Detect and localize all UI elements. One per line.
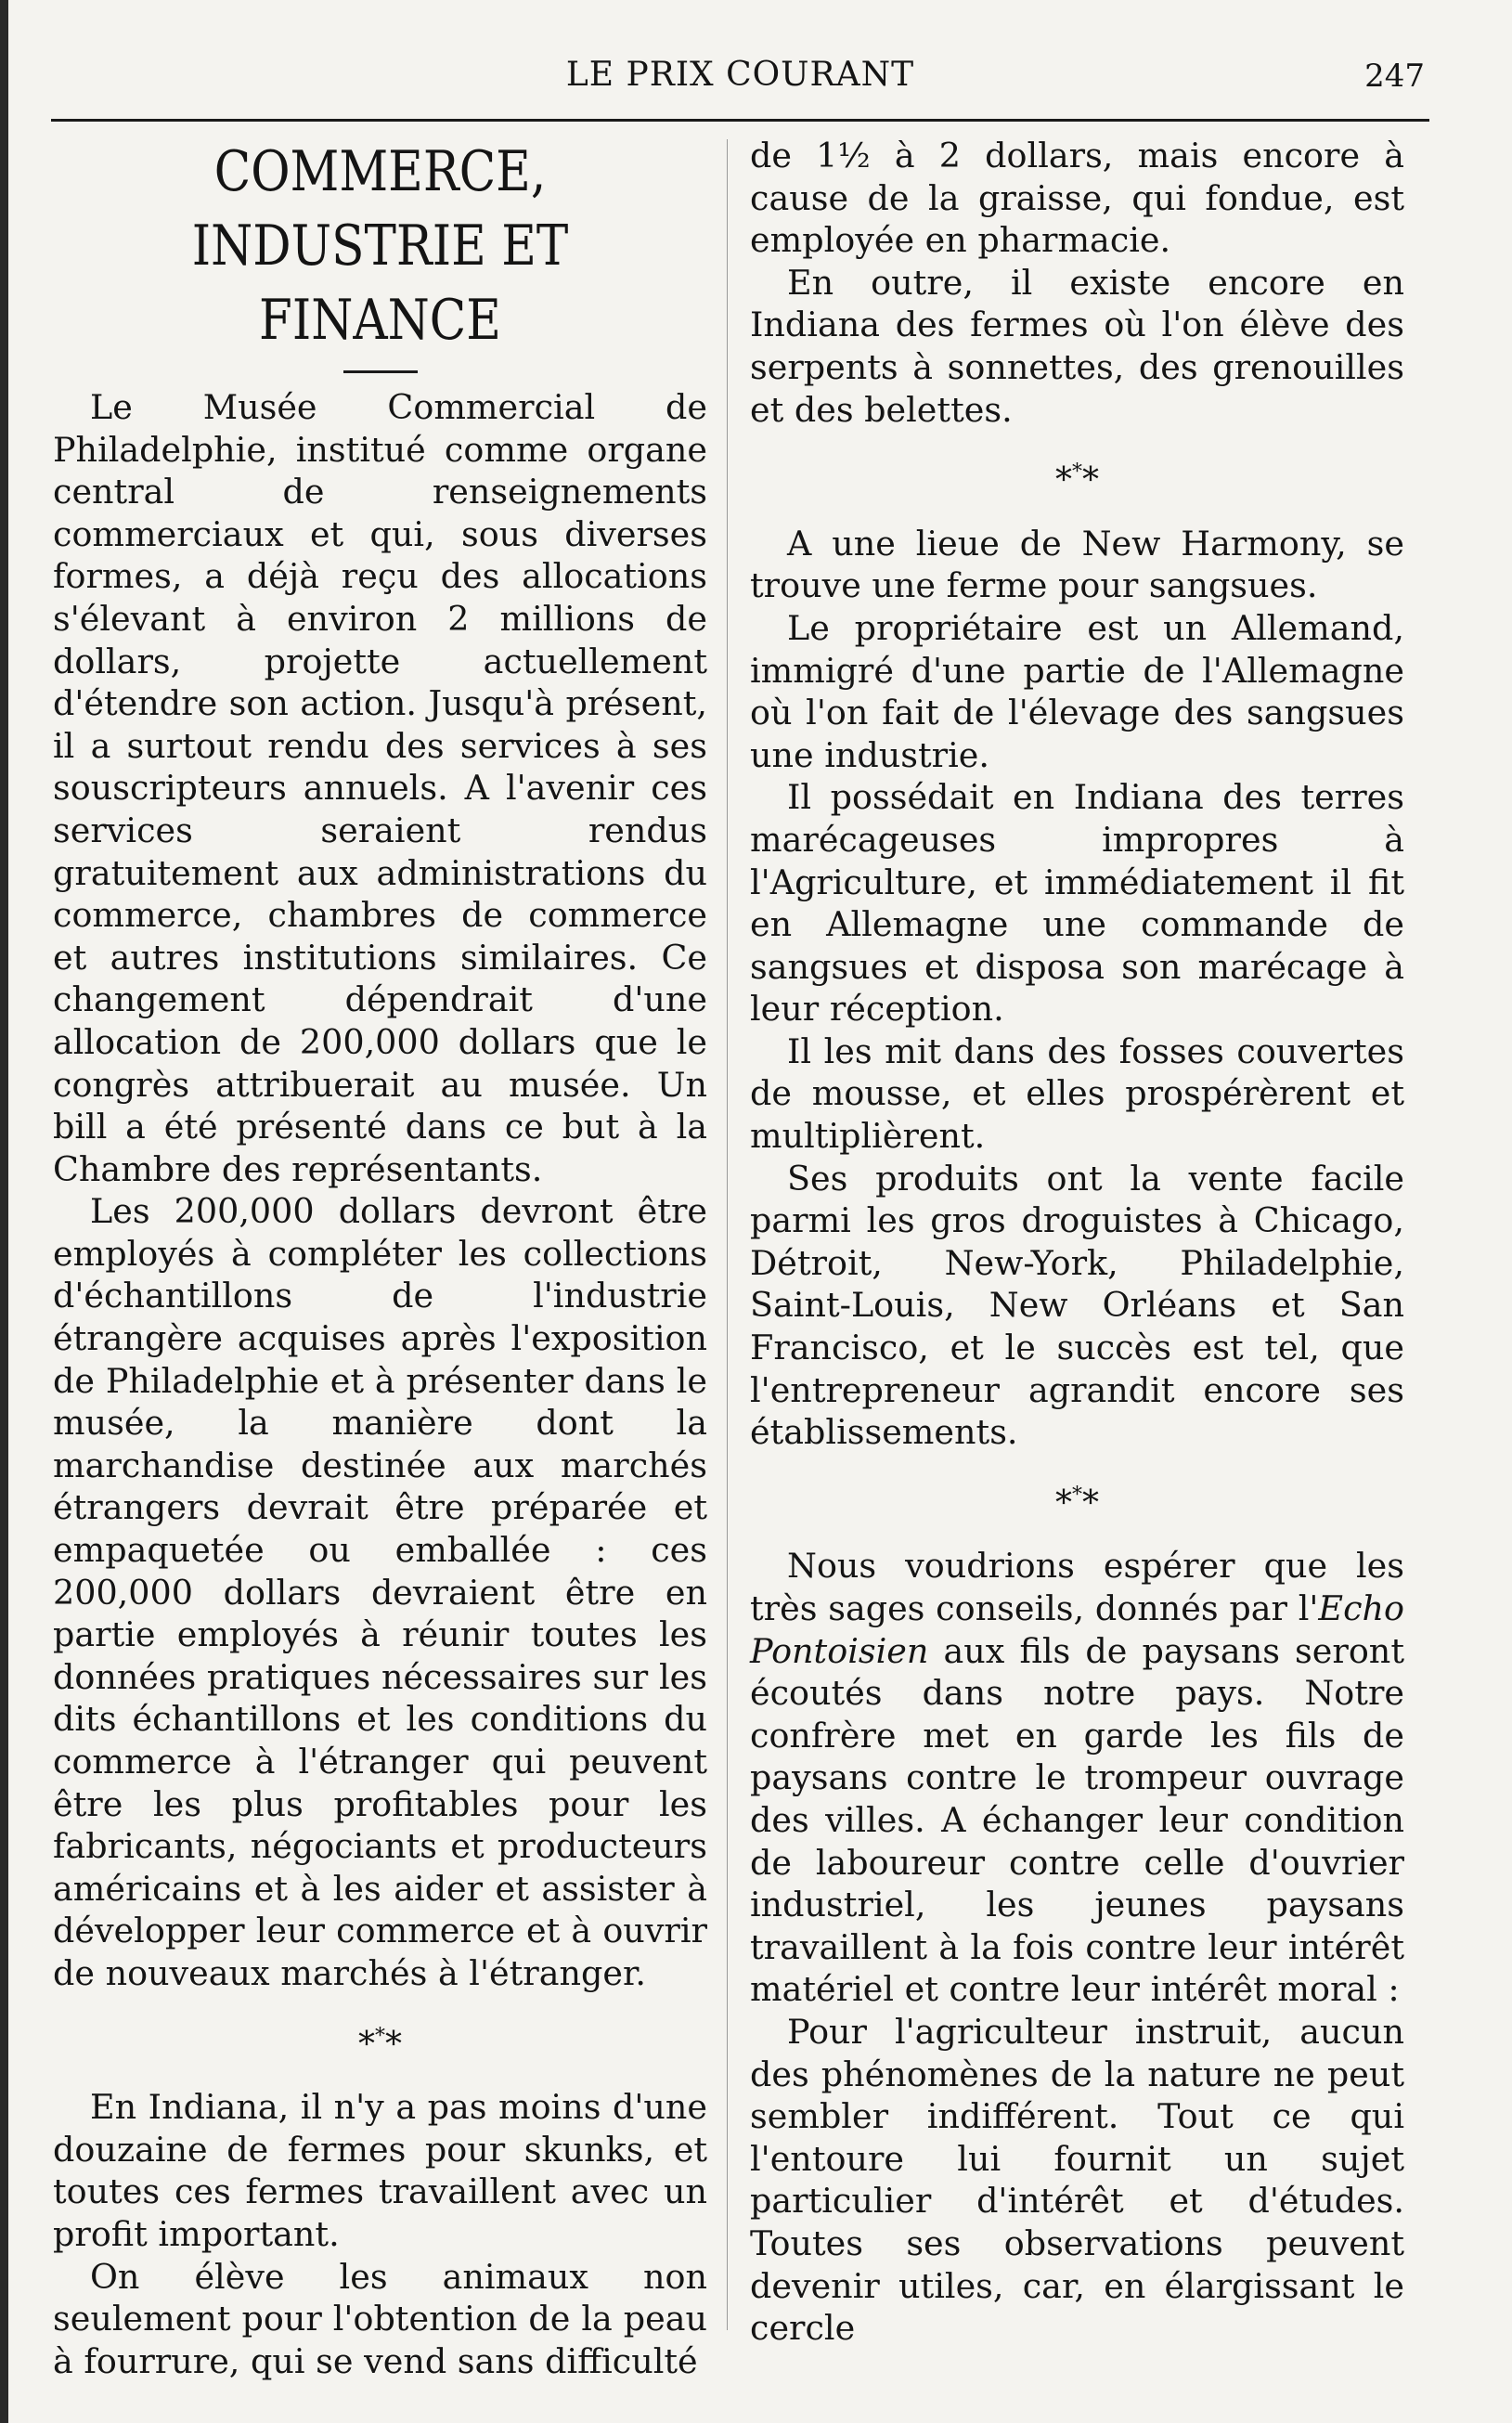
page-header [51,56,1429,111]
text-run: aux fils de paysans seront écoutés dans notre pays. Notre confrère met en garde les fils de paysans contre le trompeur ouvrage des villes. A échanger leur condition de laboureur contre celle d'ouvrier industriel, les jeunes paysans travaillent à la fois contre leur intérêt matériel et contre leur intérêt moral : [750,1630,1404,2010]
column-divider [727,139,728,2330]
page-edge-shadow [0,0,8,2423]
paragraph [750,1545,1404,2011]
asterism-star: * [1072,1483,1082,1507]
paragraph: Le Musée Commercial de Philadelphie, institué comme organe central de renseignements commerciaux et qui, sous diverses formes, a déjà reçu des allocations s'élevant à environ 2 millions de dollars, projette actuellement d'étendre son action. Jusqu'à présent, il a surtout rendu des services à ses souscripteurs annuels. A l'avenir ces services seraient rendus gratuitement aux administrations du commerce, chambres de commerce et autres institutions similaires. Ce changement dépendrait d'une allocation de 200,000 dollars que le congrès attribuerait au musée. Un bill a été présenté dans ce but à la Chambre des représentants. [53,387,707,1189]
text-run: Nous voudrions espérer que les très sages conseils, donnés par l' [750,1546,1404,1628]
asterism-star: * [1082,461,1099,500]
right-column [750,135,1404,2350]
asterism-star: * [1055,461,1072,500]
headline-line-1: COMMERCE, [213,139,547,204]
section-separator [750,1474,1404,1525]
asterism-star: * [358,2025,375,2064]
asterism-star: * [375,2024,385,2048]
headline-line-2: INDUSTRIE ET FINANCE [191,214,569,353]
asterism-star: * [1055,1484,1072,1522]
headline-rule [343,370,418,373]
running-title: LE PRIX COURANT [565,56,915,94]
publication-title: Echo Pontoisien [750,1588,1404,1671]
asterism-star: * [1082,1484,1099,1522]
paragraph: En outre, il existe encore en Indiana des fermes où l'on élève des serpents à sonnettes, des grenouilles et des belettes. [750,262,1404,430]
section-separator [750,451,1404,502]
paragraph: Ses produits ont la vente facile parmi les gros droguistes à Chicago, Détroit, New-York, Philadelphie, Saint-Louis, New Orléans et San Francisco, et le succès est tel, que l'entrepreneur agrandit encore ses établissements. [750,1158,1404,1453]
left-column [53,135,707,2382]
asterism-star: * [385,2025,402,2064]
header-rule [51,119,1429,122]
paragraph: A une lieue de New Harmony, se trouve une ferme pour sangsues. [750,523,1404,606]
section-separator [53,2015,707,2067]
paragraph: de 1½ à 2 dollars, mais encore à cause de la graisse, qui fondue, est employée en pharmacie. [750,136,1404,261]
paragraph: Le propriétaire est un Allemand, immigré d'une partie de l'Allemagne où l'on fait de l'élevage des sangsues une industrie. [750,607,1404,775]
paragraph: On élève les animaux non seulement pour l'obtention de la peau à fourrure, qui se vend sans difficulté [53,2256,707,2381]
paragraph: Pour l'agriculteur instruit, aucun des phénomènes de la nature ne peut sembler indifférent. Tout ce qui l'entoure lui fournit un sujet particulier d'intérêt et d'études. Toutes ses observations peuvent devenir utiles, car, en élargissant le cercle [750,2011,1404,2349]
paragraph: Il les mit dans des fosses couvertes de mousse, et elles prospérèrent et multiplièrent. [750,1030,1404,1157]
paragraph: En Indiana, il n'y a pas moins d'une douzaine de fermes pour skunks, et toutes ces fermes travaillent avec un profit important. [53,2087,707,2254]
article-headline [98,135,661,357]
paragraph: Il possédait en Indiana des terres marécageuses impropres à l'Agriculture, et immédiatement il fit en Allemagne une commande de sangsues et disposa son marécage à leur réception. [750,777,1404,1030]
paragraph: Les 200,000 dollars devront être employés à compléter les collections d'échantillons de l'industrie étrangère acquises après l'exposition de Philadelphie et à présenter dans le musée, la manière dont la marchandise destinée aux marchés étrangers devrait être préparée et empaquetée ou emballée : ces 200,000 dollars devraient être en partie employés à réunir toutes les données pratiques nécessaires sur les dits échantillons et les conditions du commerce à l'étranger qui peuvent être les plus profitables pour les fabricants, négociants et producteurs américains et à les aider et assister à développer leur commerce et à ouvrir de nouveaux marchés à l'étranger. [53,1191,707,1993]
page-number: 247 [1364,58,1425,95]
asterism-star: * [1072,460,1082,485]
